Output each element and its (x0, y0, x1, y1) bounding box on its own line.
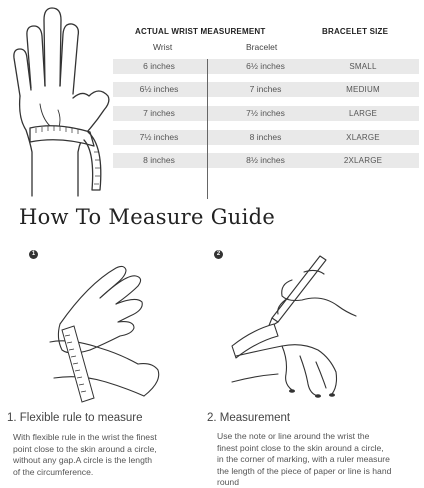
step-2-number-badge: 2 (214, 250, 223, 259)
hand-measuring-tape-illustration (0, 0, 118, 200)
wrist-cell: 8 inches (143, 155, 175, 165)
flexible-rule-hand-illustration (40, 258, 170, 404)
wrist-cell: 6½ inches (139, 84, 179, 94)
size-cell: LARGE (348, 109, 378, 118)
step-1-line: of the circumference. (13, 466, 94, 477)
bracelet-cell: 8 inches (249, 132, 282, 142)
size-cell: 2XLARGE (343, 156, 383, 165)
bracelet-cell: 6½ inches (246, 61, 285, 71)
table-row (113, 130, 419, 145)
step-2-line: finest point close to the skin around a circle, (217, 442, 384, 453)
step-1-title: 1. Flexible rule to measure (7, 412, 143, 424)
step-2-line: Use the note or line around the wrist the (217, 431, 370, 441)
step-1-line: point close to the skin around a circle, (13, 443, 157, 454)
wrist-cell: 6 inches (143, 61, 175, 71)
table-row (113, 59, 419, 74)
header-bracelet-size: BRACELET SIZE (322, 27, 389, 36)
bracelet-cell: 8½ inches (246, 155, 285, 165)
guide-title: How To Measure Guide (19, 205, 276, 229)
table-row (113, 153, 419, 168)
size-cell: MEDIUM (346, 85, 380, 94)
subheader-wrist: Wrist (153, 42, 173, 52)
step-2-description (217, 431, 422, 488)
size-cell: SMALL (349, 62, 377, 71)
wrist-cell: 7 inches (143, 108, 175, 118)
subheader-bracelet: Bracelet (246, 42, 278, 52)
column-divider (207, 59, 208, 199)
step-1-description (13, 432, 208, 478)
table-row (113, 106, 419, 121)
step-1-line: With flexible rule in the wrist the finest (13, 432, 157, 442)
bracelet-cell: 7 inches (249, 84, 282, 94)
step-2-title: 2. Measurement (207, 412, 291, 424)
step-1-line: without any gap.A circle is the length (13, 455, 153, 465)
wrist-cell: 7½ inches (139, 132, 179, 142)
step-2-line: the length of the piece of paper or line is hand (217, 465, 392, 476)
table-row (113, 82, 419, 97)
measurement-hand-illustration (222, 250, 372, 406)
bracelet-cell: 7½ inches (246, 108, 285, 118)
step-2-line: in the corner of marking, with a ruler measure (217, 454, 390, 464)
size-cell: XLARGE (346, 133, 380, 142)
step-2-line: round (217, 477, 239, 487)
header-actual-wrist-measurement: ACTUAL WRIST MEASUREMENT (135, 27, 266, 36)
step-1-number-badge: 1 (29, 250, 38, 259)
